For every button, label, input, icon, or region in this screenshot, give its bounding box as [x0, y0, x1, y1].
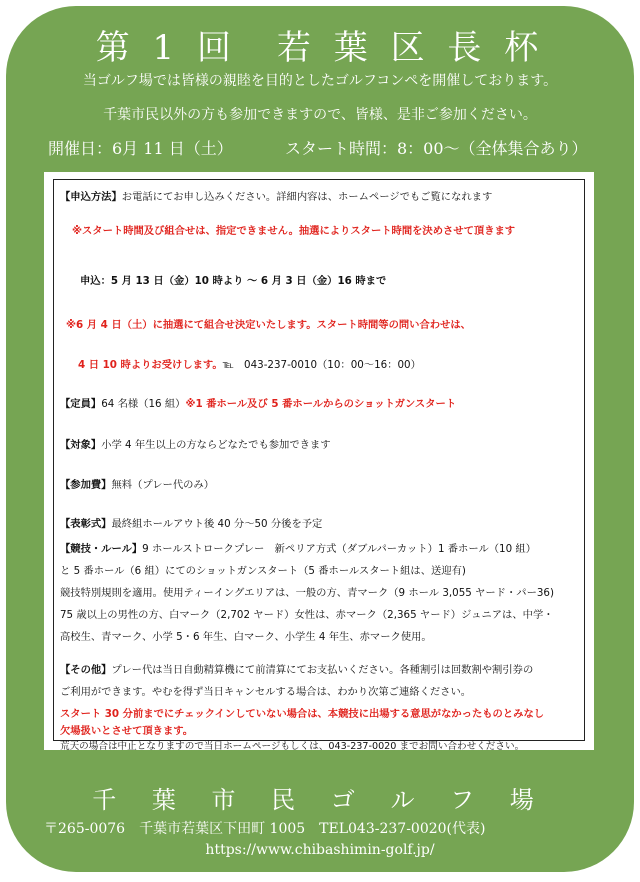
page-title: 第 1 回 若 葉 区 長 杯	[95, 28, 545, 68]
fee-text: 無料（プレー代のみ）	[111, 479, 215, 491]
other-label: 【その他】	[60, 664, 112, 676]
intro-line-1: 当ゴルフ場では皆様の親睦を目的としたゴルフコンペを開催しております。	[82, 73, 558, 89]
intro-line-2: 千葉市民以外の方も参加できますので、皆様、是非ご参加ください。	[103, 107, 537, 123]
apply-label: 【申込方法】	[60, 191, 122, 203]
capacity-note: ※1 番ホール及び 5 番ホールからのショットガンスタート	[185, 398, 457, 410]
weather-note: 荒天の場合は中止となりますので当日ホームページもしくは、043-237-0020 までお問い合わせください。	[60, 741, 525, 752]
award-text: 最終組ホールアウト後 40 分〜50 分後を予定	[111, 518, 323, 530]
details-box	[53, 179, 585, 752]
lottery-line-2	[78, 356, 421, 371]
apply-line	[60, 188, 492, 203]
capacity-text: 64 名様（16 組）	[101, 398, 186, 410]
rules-line-2: と 5 番ホール（6 組）にてのショットガンスタート（5 番ホールスタート組は、送迎有)	[60, 565, 466, 577]
rules-line-5: 高校生、青マーク、小学 5・6 年生、白マーク、小学生 4 年生、赤マーク使用。	[60, 631, 432, 643]
rules-text-1: 9 ホールストロークプレー 新ペリア方式（ダブルパーカット）1 番ホール（10 組）	[142, 543, 537, 555]
rules-line-3: 競技特別規則を適用。使用ティーイングエリアは、一般の方、青マーク（9 ホール 3,055 ヤード・パー36)	[60, 587, 554, 599]
rules-label: 【競技・ルール】	[60, 543, 143, 555]
capacity-label: 【定員】	[60, 398, 102, 410]
start-time: スタート時間：8：00〜（全体集合あり）	[285, 139, 588, 158]
award-line	[60, 515, 322, 530]
other-text-1: プレー代は当日自動精算機にて前清算にてお支払いください。各種割引は回数割や割引券の	[111, 664, 534, 676]
apply-text: お電話にてお申し込みください。詳細内容は、ホームページでもご覧になれます	[121, 191, 493, 203]
other-line-2: ご利用ができます。やむを得ず当日キャンセルする場合は、わかり次第ご連絡ください。	[60, 686, 472, 698]
rules-line-4: 75 歳以上の男性の方、白マーク（2,702 ヤード）女性は、赤マーク（2,365 ヤード）ジュニアは、中学・	[60, 609, 554, 621]
fee-label: 【参加費】	[60, 479, 112, 491]
event-date: 開催日：6月 11 日（土）	[48, 139, 233, 158]
lottery-line-1: ※6 月 4 日（土）に抽選にて組合せ決定いたします。スタート時間等の問い合わせは、	[66, 319, 471, 331]
warning-line: ※スタート時間及び組合せは、指定できません。抽選によりスタート時間を決めさせて頂きます	[72, 225, 516, 237]
target-text: 小学 4 年生以上の方ならどなたでも参加できます	[101, 439, 331, 451]
capacity-line	[60, 395, 456, 410]
award-label: 【表彰式】	[60, 518, 112, 530]
target-line	[60, 436, 331, 451]
rules-line-1	[60, 540, 536, 555]
checkin-warning-2: 欠場扱いとさせて頂きます。	[60, 725, 194, 737]
other-line-1	[60, 661, 533, 676]
contact-tel: ℡ 043-237-0010（10：00〜16：00）	[222, 359, 421, 371]
lottery-text: 4 日 10 時よりお受けします。	[78, 359, 223, 371]
application-period: 申込：5 月 13 日（金）10 時より 〜 6 月 3 日（金）16 時まで	[80, 275, 387, 287]
target-label: 【対象】	[60, 439, 102, 451]
club-name: 千 葉 市 民 ゴ ル フ 場	[92, 786, 548, 814]
details-panel	[44, 172, 594, 750]
checkin-warning-1: スタート 30 分前までにチェックインしていない場合は、本競技に出場する意思がなかったものとみなし	[60, 708, 545, 720]
fee-line	[60, 476, 214, 491]
club-url[interactable]: https://www.chibashimin-golf.jp/	[205, 842, 435, 858]
club-address: 〒265-0076 千葉市若葉区下田町 1005 TEL043-237-0020(代表)	[44, 821, 486, 837]
